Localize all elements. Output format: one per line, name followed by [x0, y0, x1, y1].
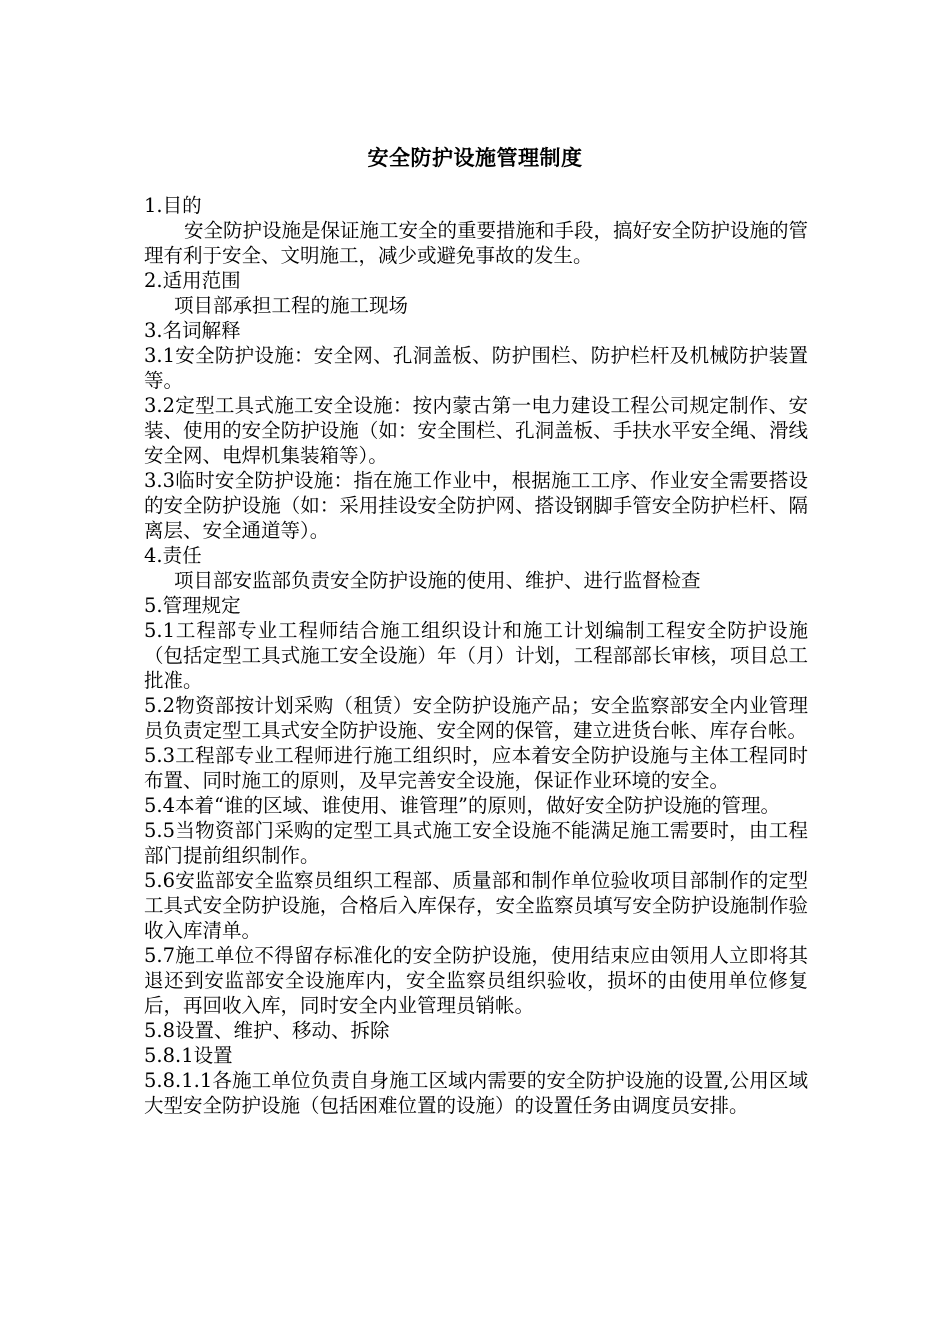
paragraph-purpose: 安全防护设施是保证施工安全的重要措施和手段，搞好安全防护设施的管理有利于安全、文明施工，减少或避免事故的发生。 — [144, 219, 809, 267]
heading-definitions: 3.名词解释 — [144, 319, 241, 342]
heading-5-8: 5.8设置、维护、移动、拆除 — [144, 1019, 390, 1042]
paragraph-3-2: 3.2定型工具式施工安全设施：按内蒙古第一电力建设工程公司规定制作、安装、使用的安全防护设施（如：安全围栏、孔洞盖板、手扶水平安全绳、滑线安全网、电焊机集装箱等）。 — [144, 394, 808, 467]
paragraph-5-6: 5.6安监部安全监察员组织工程部、质量部和制作单位验收项目部制作的定型工具式安全防护设施，合格后入库保存，安全监察员填写安全防护设施制作验收入库清单。 — [144, 869, 808, 942]
paragraph-3-3: 3.3临时安全防护设施：指在施工作业中，根据施工工序、作业安全需要搭设的安全防护设施（如：采用挂设安全防护网、搭设钢脚手管安全防护栏杆、隔离层、安全通道等）。 — [144, 469, 808, 542]
document-body — [144, 193, 808, 1118]
document-title: 安全防护设施管理制度 — [367, 146, 583, 170]
paragraph-5-8-1-1: 5.8.1.1各施工单位负责自身施工区域内需要的安全防护设施的设置,公用区域大型安全防护设施（包括困难位置的设施）的设置任务由调度员安排。 — [144, 1069, 808, 1117]
heading-regulations: 5.管理规定 — [144, 594, 241, 617]
paragraph-5-4: 5.4本着“谁的区域、谁使用、谁管理”的原则，做好安全防护设施的管理。 — [144, 794, 780, 817]
paragraph-5-5: 5.5当物资部门采购的定型工具式施工安全设施不能满足施工需要时，由工程部门提前组织制作。 — [144, 819, 808, 867]
paragraph-5-3: 5.3工程部专业工程师进行施工组织时，应本着安全防护设施与主体工程同时布置、同时施工的原则，及早完善安全设施，保证作业环境的安全。 — [144, 744, 808, 792]
heading-5-8-1: 5.8.1设置 — [144, 1044, 233, 1067]
paragraph-responsibility: 项目部安监部负责安全防护设施的使用、维护、进行监督检查 — [174, 569, 701, 592]
paragraph-5-2: 5.2物资部按计划采购（租赁）安全防护设施产品；安全监察部安全内业管理员负责定型工具式安全防护设施、安全网的保管，建立进货台帐、库存台帐。 — [144, 694, 808, 742]
heading-purpose: 1.目的 — [144, 194, 202, 217]
paragraph-5-1: 5.1工程部专业工程师结合施工组织设计和施工计划编制工程安全防护设施（包括定型工具式施工安全设施）年（月）计划，工程部部长审核，项目总工批准。 — [144, 619, 808, 692]
paragraph-3-1: 3.1安全防护设施：安全网、孔洞盖板、防护围栏、防护栏杆及机械防护装置等。 — [144, 344, 808, 392]
heading-responsibility: 4.责任 — [144, 544, 202, 567]
paragraph-5-7: 5.7施工单位不得留存标准化的安全防护设施，使用结束应由领用人立即将其退还到安监部安全设施库内，安全监察员组织验收，损坏的由使用单位修复后，再回收入库，同时安全内业管理员销帐。 — [144, 944, 808, 1017]
paragraph-scope: 项目部承担工程的施工现场 — [174, 294, 409, 317]
heading-scope: 2.适用范围 — [144, 269, 241, 292]
